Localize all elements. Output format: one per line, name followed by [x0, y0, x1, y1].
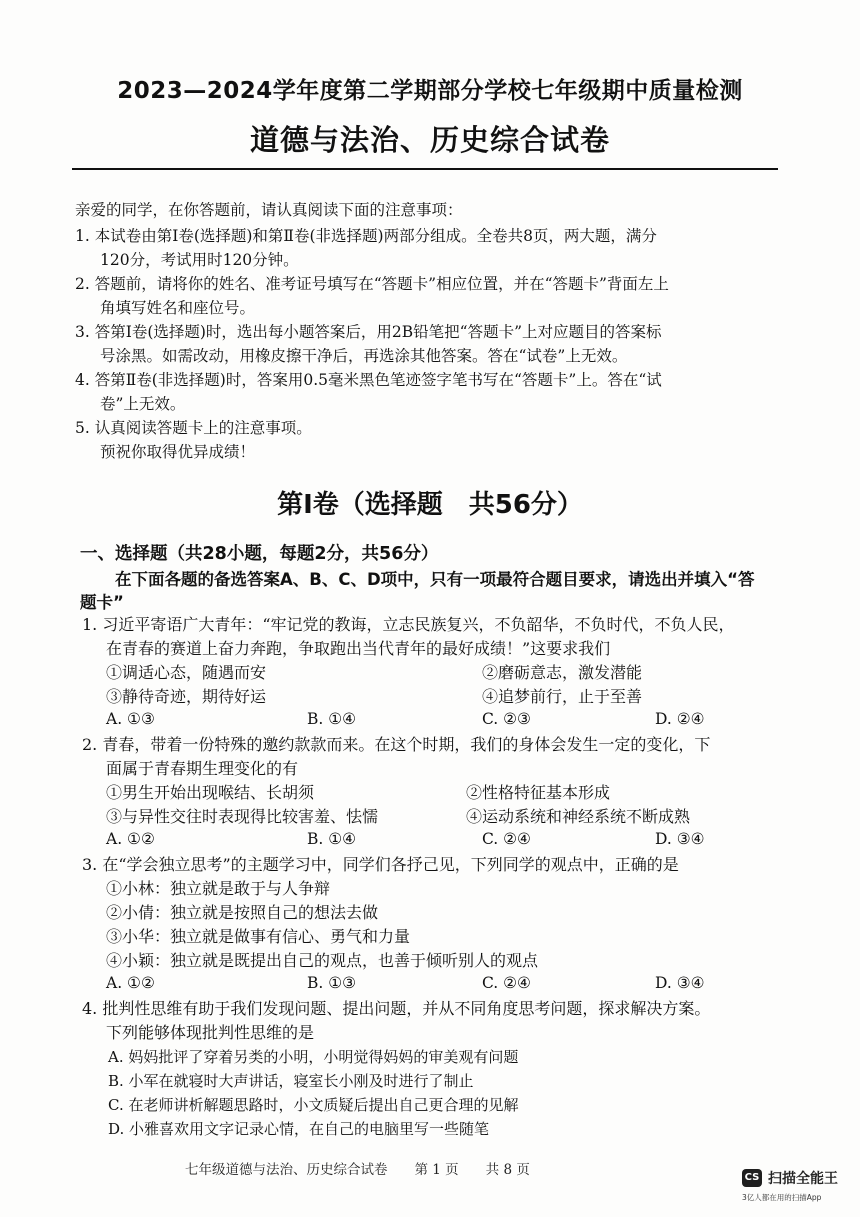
question-item: ④追梦前行，止于至善	[482, 687, 643, 706]
question-item: ④小颖：独立就是既提出自己的观点，也善于倾听别人的观点	[106, 951, 539, 970]
notice-line: 4. 答第Ⅱ卷(非选择题)时，答案用0.5毫米黑色笔迹签字笔书写在“答题卡”上。答在“试	[75, 371, 662, 389]
answer-option: A. ①②	[106, 830, 155, 848]
answer-choice: B. 小军在就寝时大声讲话，寝室长小刚及时进行了制止	[108, 1072, 474, 1090]
question-stem: 下列能够体现批判性思维的是	[106, 1023, 315, 1042]
scanner-app-name: 扫描全能王	[768, 1171, 838, 1187]
notice-line: 角填写姓名和座位号。	[100, 299, 256, 317]
answer-option: C. ②④	[482, 830, 531, 848]
question-item: ①调适心态，随遇而安	[106, 663, 267, 682]
answer-option: D. ③④	[655, 830, 705, 848]
question-item: ②性格特征基本形成	[466, 783, 611, 802]
question-item: ①男生开始出现喉结、长胡须	[106, 783, 315, 802]
exam-title: 2023—2024学年度第二学期部分学校七年级期中质量检测	[117, 78, 743, 104]
question-item: ③静待奇迹，期待好运	[106, 687, 267, 706]
question-stem: 面属于青春期生理变化的有	[106, 759, 299, 778]
question-stem: 1. 习近平寄语广大青年：“牢记党的教诲，立志民族复兴，不负韶华，不负时代，不负人民，	[82, 615, 735, 634]
notice-line: 120分，考试用时120分钟。	[100, 251, 299, 269]
section-title: 第Ⅰ卷（选择题 共56分）	[277, 490, 583, 520]
instruction-line: 题卡”	[80, 593, 124, 612]
question-item: ③与异性交往时表现得比较害羞、怯懦	[106, 807, 379, 826]
page-footer: 七年级道德与法治、历史综合试卷 第 1 页 共 8 页	[185, 1162, 530, 1178]
question-item: ③小华：独立就是做事有信心、勇气和力量	[106, 927, 411, 946]
answer-option: A. ①②	[106, 974, 155, 992]
answer-option: B. ①③	[307, 974, 357, 992]
notice-intro: 亲爱的同学，在你答题前，请认真阅读下面的注意事项：	[75, 201, 463, 219]
scanner-logo-icon: CS	[742, 1169, 762, 1187]
question-stem: 在青春的赛道上奋力奔跑，争取跑出当代青年的最好成绩！”这要求我们	[106, 639, 611, 658]
notice-line: 号涂黑。如需改动，用橡皮擦干净后，再选涂其他答案。答在“试卷”上无效。	[100, 347, 628, 365]
notice-line: 3. 答第Ⅰ卷(选择题)时，选出每小题答案后，用2B铅笔把“答题卡”上对应题目的答案标	[75, 323, 662, 341]
exam-subject-title: 道德与法治、历史综合试卷	[249, 123, 610, 157]
notice-line: 预祝你取得优异成绩！	[100, 443, 256, 461]
title-divider	[72, 168, 778, 170]
question-stem: 4. 批判性思维有助于我们发现问题、提出问题，并从不同角度思考问题，探求解决方案。	[82, 999, 711, 1018]
question-item: ②磨砺意志，激发潜能	[482, 663, 643, 682]
answer-choice: D. 小雅喜欢用文字记录心情，在自己的电脑里写一些随笔	[108, 1120, 490, 1138]
question-stem: 2. 青春，带着一份特殊的邀约款款而来。在这个时期，我们的身体会发生一定的变化，下	[82, 735, 711, 754]
question-item: ②小倩：独立就是按照自己的想法去做	[106, 903, 379, 922]
instruction-line: 在下面各题的备选答案A、B、C、D项中，只有一项最符合题目要求，请选出并填入“答	[115, 570, 755, 589]
answer-option: D. ③④	[655, 974, 705, 992]
answer-option: C. ②③	[482, 710, 531, 728]
answer-option: B. ①④	[307, 710, 357, 728]
answer-choice: C. 在老师讲析解题思路时，小文质疑后提出自己更合理的见解	[108, 1096, 519, 1114]
answer-option: B. ①④	[307, 830, 357, 848]
question-stem: 3. 在“学会独立思考”的主题学习中，同学们各抒己见，下列同学的观点中，正确的是	[82, 855, 679, 874]
part-heading: 一、选择题（共28小题，每题2分，共56分）	[80, 544, 439, 564]
notice-line: 卷”上无效。	[100, 395, 186, 413]
notice-line: 2. 答题前，请将你的姓名、准考证号填写在“答题卡”相应位置，并在“答题卡”背面左上	[75, 275, 669, 293]
answer-option: A. ①③	[106, 710, 155, 728]
notice-line: 5. 认真阅读答题卡上的注意事项。	[75, 419, 312, 437]
question-item: ①小林：独立就是敢于与人争辩	[106, 879, 331, 898]
scanner-tagline: 3亿人都在用的扫描App	[742, 1193, 822, 1202]
notice-line: 1. 本试卷由第Ⅰ卷(选择题)和第Ⅱ卷(非选择题)两部分组成。全卷共8页，两大题，满分	[75, 227, 657, 245]
answer-option: C. ②④	[482, 974, 531, 992]
answer-option: D. ②④	[655, 710, 705, 728]
question-item: ④运动系统和神经系统不断成熟	[466, 807, 691, 826]
answer-choice: A. 妈妈批评了穿着另类的小明，小明觉得妈妈的审美观有问题	[108, 1048, 519, 1066]
